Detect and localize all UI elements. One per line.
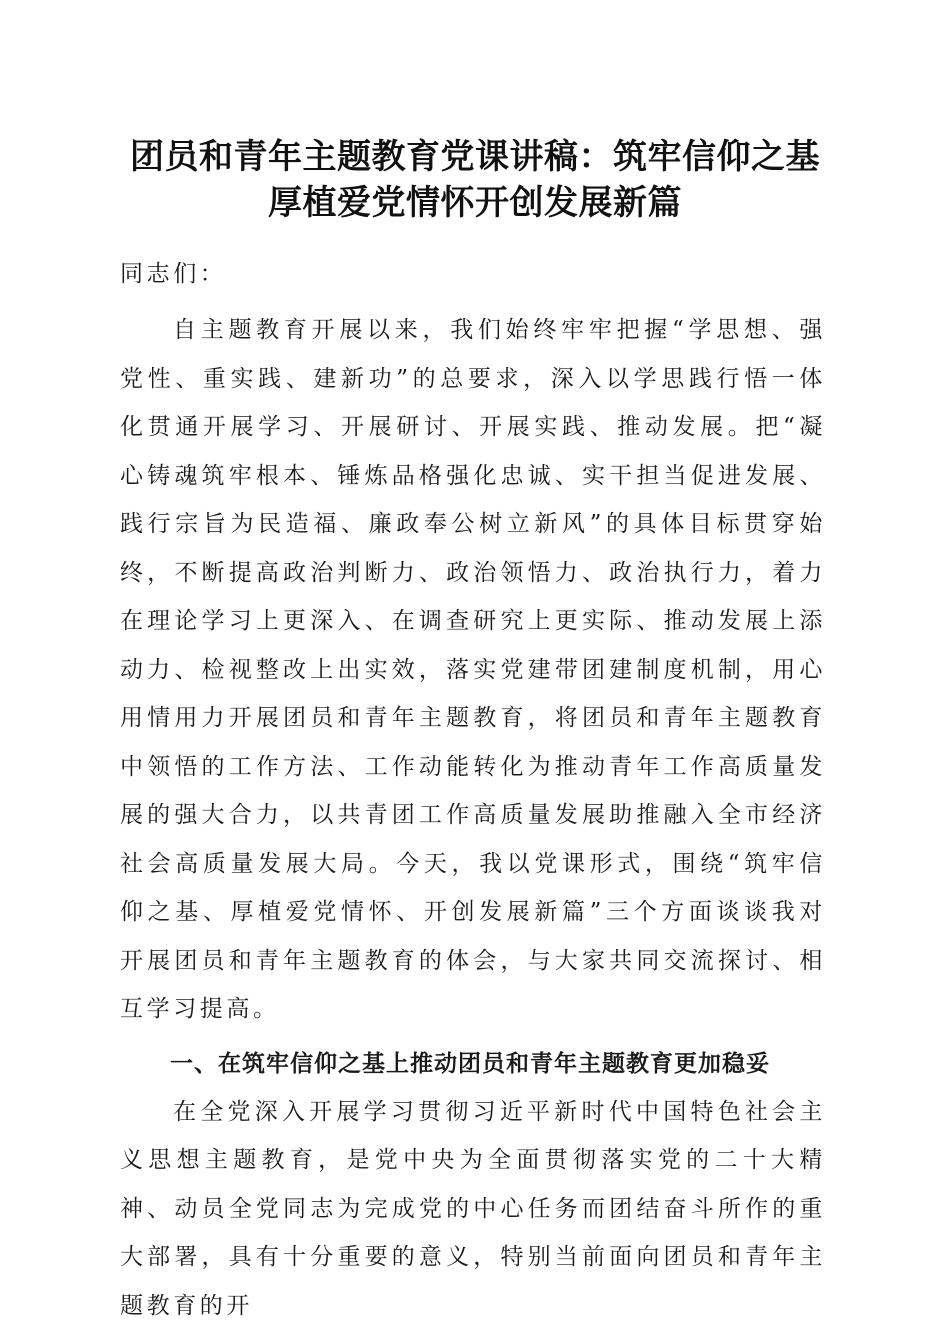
- document-title: [100, 134, 850, 226]
- section-heading-1: 一、在筑牢信仰之基上推动团员和青年主题教育更加稳妥: [170, 1050, 770, 1077]
- title-line-1: 团员和青年主题教育党课讲稿：筑牢信仰之基: [130, 137, 820, 177]
- title-line-2: 厚植爱党情怀开创发展新篇: [268, 183, 682, 223]
- paragraph-section-1: 在全党深入开展学习贯彻习近平新时代中国特色社会主义思想主题教育，是党中央为全面贯彻落实党的二十大精神、动员全党同志为完成党的中心任务而团结奋斗所作的重大部署，具有十分重要的意义，特别当前面向团员和青年主题教育的开: [120, 1098, 826, 1319]
- salutation: 同志们：: [120, 261, 227, 287]
- document-body: [120, 255, 826, 1330]
- paragraph-intro: 自主题教育开展以来，我们始终牢牢把握“学思想、强党性、重实践、建新功”的总要求，深入以学思践行悟一体化贯通开展学习、开展研讨、开展实践、推动发展。把“凝心铸魂筑牢根本、锤炼品格强化忠诚、实干担当促进发展、践行宗旨为民造福、廉政奉公树立新风”的具体目标贯穿始终，不断提高政治判断力、政治领悟力、政治执行力，着力在理论学习上更深入、在调查研究上更实际、推动发展上添动力、检视整改上出实效，落实党建带团建制度机制，用心用情用力开展团员和青年主题教育，将团员和青年主题教育中领悟的工作方法、工作动能转化为推动青年工作高质量发展的强大合力，以共青团工作高质量发展助推融入全市经济社会高质量发展大局。今天，我以党课形式，围绕“筑牢信仰之基、厚植爱党情怀、开创发展新篇”三个方面谈谈我对开展团员和青年主题教育的体会，与大家共同交流探讨、相互学习提高。: [120, 317, 826, 1022]
